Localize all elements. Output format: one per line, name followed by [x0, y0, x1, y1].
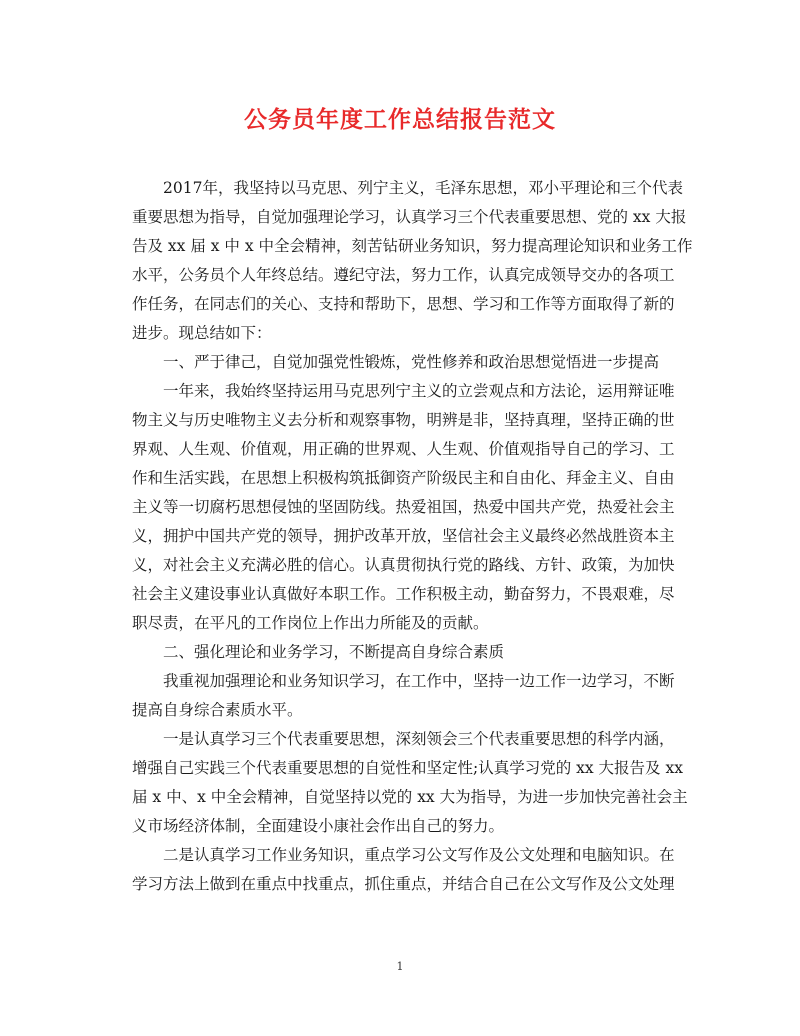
text-line: 重要思想为指导，自觉加强理论学习，认真学习三个代表重要思想、党的 xx 大报 — [132, 208, 687, 226]
text-line: 主义等一切腐朽思想侵蚀的坚固防线。热爱祖国，热爱中国共产党，热爱社会主 — [132, 498, 675, 516]
text-line: 作任务，在同志们的关心、支持和帮助下，思想、学习和工作等方面取得了新的 — [132, 295, 675, 313]
text-line: 作和生活实践，在思想上积极构筑抵御资产阶级民主和自由化、拜金主义、自由 — [132, 469, 675, 487]
text-line: 2017年，我坚持以马克思、列宁主义，毛泽东思想，邓小平理论和三个代表 — [163, 179, 683, 197]
text-line: 水平，公务员个人年终总结。遵纪守法，努力工作，认真完成领导交办的各项工 — [132, 266, 675, 284]
text-line: 社会主义建设事业认真做好本职工作。工作积极主动，勤奋努力，不畏艰难，尽 — [132, 585, 675, 603]
text-line: 物主义与历史唯物主义去分析和观察事物，明辨是非，坚持真理，坚持正确的世 — [132, 411, 675, 429]
text-line: 义，拥护中国共产党的领导，拥护改革开放，坚信社会主义最终必然战胜资本主 — [132, 527, 675, 545]
document-body — [132, 174, 693, 899]
text-line: 届 x 中、x 中全会精神，自觉坚持以党的 xx 大为指导，为进一步加快完善社会主 — [132, 788, 688, 806]
text-line: 一年来，我始终坚持运用马克思列宁主义的立尝观点和方法论，运用辩证唯 — [163, 382, 675, 400]
text-line: 义市场经济体制，全面建设小康社会作出自己的努力。 — [132, 817, 505, 835]
text-line: 提高自身综合素质水平。 — [132, 701, 303, 719]
text-line: 二是认真学习工作业务知识，重点学习公文写作及公文处理和电脑知识。在 — [163, 846, 675, 864]
page-number: 1 — [396, 960, 404, 973]
text-line: 界观、人生观、价值观，用正确的世界观、人生观、价值观指导自己的学习、工 — [132, 440, 675, 458]
section-heading: 一、严于律己，自觉加强党性锻炼，党性修养和政治思想觉悟进一步提高 — [163, 353, 660, 371]
text-line: 增强自己实践三个代表重要思想的自觉性和坚定性;认真学习党的 xx 大报告及 xx — [132, 759, 683, 777]
text-line: 学习方法上做到在重点中找重点，抓住重点，并结合自己在公文写作及公文处理 — [132, 875, 675, 893]
section-heading: 二、强化理论和业务学习，不断提高自身综合素质 — [163, 643, 505, 661]
text-line: 义，对社会主义充满必胜的信心。认真贯彻执行党的路线、方针、政策，为加快 — [132, 556, 675, 574]
document-title: 公务员年度工作总结报告范文 — [244, 106, 556, 133]
text-line: 进步。现总结如下： — [132, 324, 272, 342]
text-line: 我重视加强理论和业务知识学习，在工作中，坚持一边工作一边学习，不断 — [163, 672, 675, 690]
text-line: 告及 xx 届 x 中 x 中全会精神，刻苦钻研业务知识，努力提高理论知识和业务工作 — [132, 237, 693, 255]
text-line: 一是认真学习三个代表重要思想，深刻领会三个代表重要思想的科学内涵， — [163, 730, 675, 748]
text-line: 职尽责，在平凡的工作岗位上作出力所能及的贡献。 — [132, 614, 489, 632]
